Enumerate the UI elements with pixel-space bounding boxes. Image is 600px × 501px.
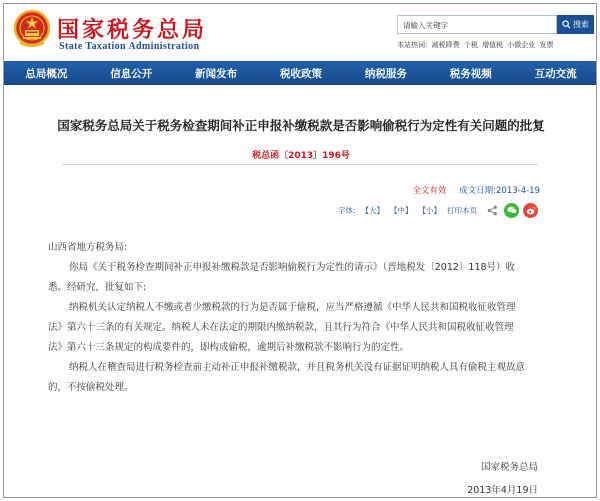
search-icon: [562, 20, 571, 29]
signature-date: 2013年4月19日: [467, 485, 538, 496]
main-nav: [4, 61, 597, 85]
font-large-button[interactable]: 【大】: [361, 205, 384, 215]
paragraph-line: 纳税机关认定纳税人不缴或者少缴税款的行为是否属于偷税，应当严格遵循《中华人民共和国税收征收管理: [69, 302, 516, 313]
addressee: 山西省地方税务局:: [48, 242, 128, 253]
document-number: 税总函〔2013〕196号: [252, 151, 350, 161]
search-button-label: 搜索: [573, 20, 589, 29]
paragraph-line: 悉。经研究，批复如下:: [48, 282, 147, 293]
article-date: 2013-4-19: [496, 186, 540, 196]
date-label: 成文日期:: [459, 186, 496, 196]
article-title: 国家税务总局关于税务检查期间补正申报补缴税款是否影响偷税行为定性有关问题的批复: [57, 118, 545, 133]
article-meta: [412, 184, 540, 196]
hot-word-link[interactable]: 个税: [463, 41, 478, 49]
font-small-button[interactable]: 【小】: [418, 205, 441, 215]
nav-item-info-disclosure[interactable]: 信息公开: [110, 67, 153, 80]
share-icon[interactable]: [487, 205, 498, 216]
signature-organization: 国家税务总局: [480, 462, 538, 473]
hot-word-link[interactable]: 发票: [539, 41, 554, 49]
hot-words-label: 本站热词:: [397, 41, 428, 49]
font-size-label: 字体:: [337, 205, 356, 215]
search-button[interactable]: [557, 15, 594, 34]
nav-item-tax-policy[interactable]: 税收政策: [280, 67, 322, 80]
nav-item-news[interactable]: 新闻发布: [195, 67, 238, 80]
site-header: [4, 4, 596, 61]
site-logo-title[interactable]: 国家税务总局: [57, 17, 208, 43]
article-body: [48, 238, 552, 398]
print-button[interactable]: 打印本页: [447, 205, 477, 215]
hot-word-link[interactable]: 减税降费: [431, 41, 460, 49]
nav-item-interaction[interactable]: 互动交流: [534, 67, 577, 80]
paragraph-line: 纳税人在稽查局进行税务检查前主动补正申报补缴税款，并且税务机关没有证据证明纳税人具有偷税主观故意: [69, 362, 526, 373]
emblem-icon[interactable]: [13, 9, 51, 49]
nav-item-tax-service[interactable]: 纳税服务: [364, 67, 407, 80]
hot-word-link[interactable]: 小微企业: [507, 41, 536, 49]
hot-word-link[interactable]: 增值税: [482, 41, 504, 49]
validity-status: 全文有效: [412, 186, 447, 196]
paragraph-line: 法》第六十三条的有关规定。纳税人未在法定的期限内缴纳税款，且其行为符合《中华人民共和国税收征收管理: [48, 322, 514, 333]
title-divider: [62, 164, 538, 165]
site-logo-subtitle: State Taxation Administration: [59, 41, 200, 52]
nav-item-tax-video[interactable]: 税务视频: [449, 67, 492, 80]
paragraph-line: 法》第六十三条规定的构成要件的，即构成偷税，逾期后补缴税款不影响行为的定性。: [48, 342, 410, 353]
hot-words: [397, 40, 556, 50]
weibo-icon[interactable]: [523, 203, 538, 218]
page-frame: [3, 3, 597, 498]
paragraph-line: 的，不按偷税处理。: [48, 382, 134, 393]
font-medium-button[interactable]: 【中】: [390, 205, 413, 215]
nav-item-overview[interactable]: 总局概况: [25, 67, 68, 80]
wechat-icon[interactable]: [504, 203, 519, 218]
paragraph-line: 你局《关于税务检查期间补正申报补缴税款是否影响偷税行为定性的请示》（晋地税发〔2012〕118号）收: [69, 262, 516, 273]
article-tools: [338, 202, 538, 218]
search-input[interactable]: 请输入关键字: [397, 15, 557, 34]
